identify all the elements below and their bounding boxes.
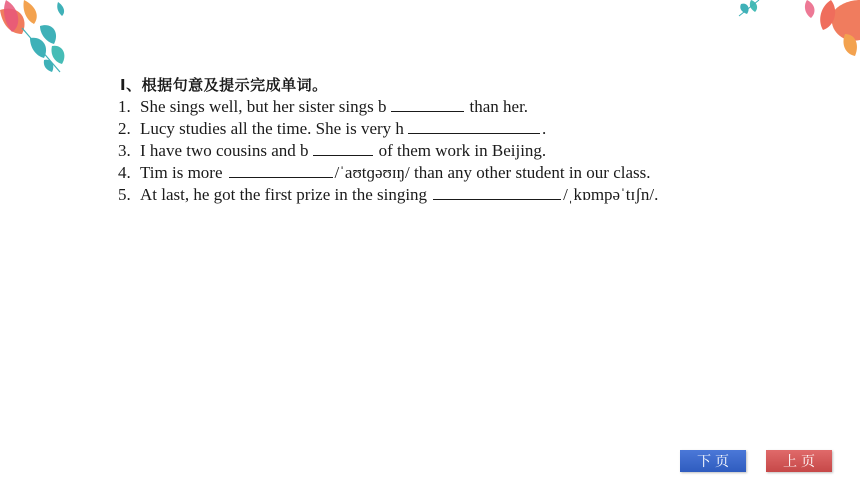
question-text-before: I have two cousins and b [140,141,309,160]
question-text-before: Lucy studies all the time. She is very h [140,119,404,138]
floral-decoration-left [0,0,95,75]
answer-blank[interactable] [433,184,561,200]
question-1 [118,96,818,118]
question-2 [118,118,818,140]
answer-blank[interactable] [229,162,333,178]
previous-page-button[interactable]: 上页 [766,450,832,472]
question-5 [118,184,818,206]
question-number: 4. [118,163,131,182]
answer-blank[interactable] [313,140,373,156]
next-page-button[interactable]: 下页 [680,450,746,472]
question-text-after: of them work in Beijing. [378,141,547,160]
exercise-heading: Ⅰ、根据句意及提示完成单词。 [120,76,328,94]
question-number: 2. [118,119,131,138]
question-text-before: At last, he got the first prize in the singing [140,185,428,204]
question-text-after: /ˌkɒmpəˈtɪʃn/. [563,185,659,204]
question-text-before: She sings well, but her sister sings b [140,97,387,116]
question-text-after: /ˈaʊtɡəʊɪŋ/ than any other student in our class. [334,163,651,182]
question-4 [118,162,818,184]
question-3 [118,140,818,162]
question-number: 1. [118,97,131,116]
question-text-before: Tim is more [140,163,223,182]
question-text-after: . [541,119,547,138]
question-number: 3. [118,141,131,160]
question-number: 5. [118,185,131,204]
floral-decoration-right [735,0,860,60]
exercise-section [118,74,818,206]
answer-blank[interactable] [391,96,464,112]
question-text-after: than her. [469,97,529,116]
answer-blank[interactable] [408,118,540,134]
